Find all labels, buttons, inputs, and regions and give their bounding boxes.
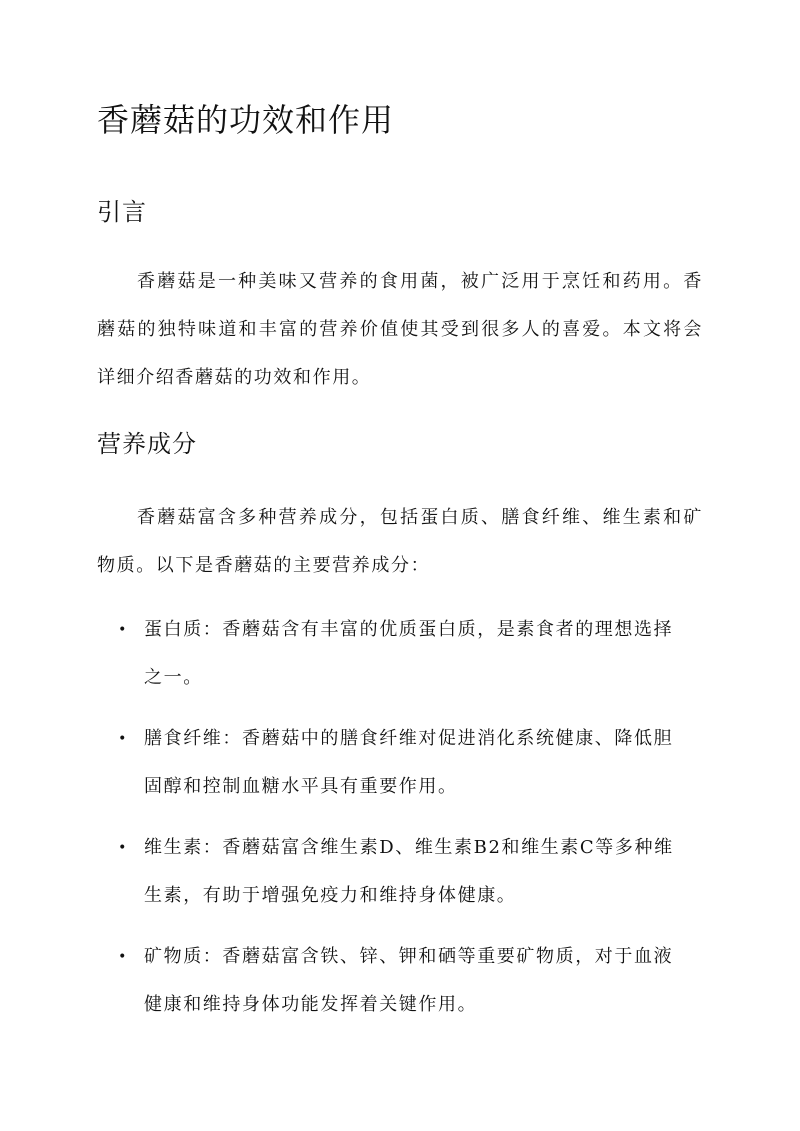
list-item-vitamins bbox=[97, 824, 703, 920]
intro-paragraph: 香蘑菇是一种美味又营养的食用菌，被广泛用于烹饪和药用。香蘑菇的独特味道和丰富的营养价值使其受到很多人的喜爱。本文将会详细介绍香蘑菇的功效和作用。 bbox=[97, 271, 703, 388]
list-item-text: 维生素：香蘑菇富含维生素D、维生素B2和维生素C等多种维生素，有助于增强免疫力和维持身体健康。 bbox=[144, 837, 674, 906]
document-title: 香蘑菇的功效和作用 bbox=[97, 101, 395, 139]
bullet-icon: • bbox=[118, 949, 128, 965]
list-item-fiber bbox=[97, 715, 703, 811]
list-item-text: 矿物质：香蘑菇富含铁、锌、钾和硒等重要矿物质，对于血液健康和维持身体功能发挥着关键作用。 bbox=[144, 946, 674, 1015]
list-item-minerals bbox=[97, 933, 703, 1029]
bullet-icon: • bbox=[118, 622, 128, 638]
section-heading-intro: 引言 bbox=[97, 198, 147, 226]
list-item-protein bbox=[97, 606, 703, 702]
bullet-icon: • bbox=[118, 731, 128, 747]
list-item-text: 膳食纤维：香蘑菇中的膳食纤维对促进消化系统健康、降低胆固醇和控制血糖水平具有重要作用。 bbox=[144, 728, 674, 797]
nutrient-list bbox=[97, 606, 703, 1042]
bullet-icon: • bbox=[118, 840, 128, 856]
nutrition-paragraph: 香蘑菇富含多种营养成分，包括蛋白质、膳食纤维、维生素和矿物质。以下是香蘑菇的主要营养成分： bbox=[97, 507, 703, 576]
section-heading-nutrition: 营养成分 bbox=[97, 430, 197, 458]
list-item-text: 蛋白质：香蘑菇含有丰富的优质蛋白质，是素食者的理想选择之一。 bbox=[144, 619, 674, 688]
